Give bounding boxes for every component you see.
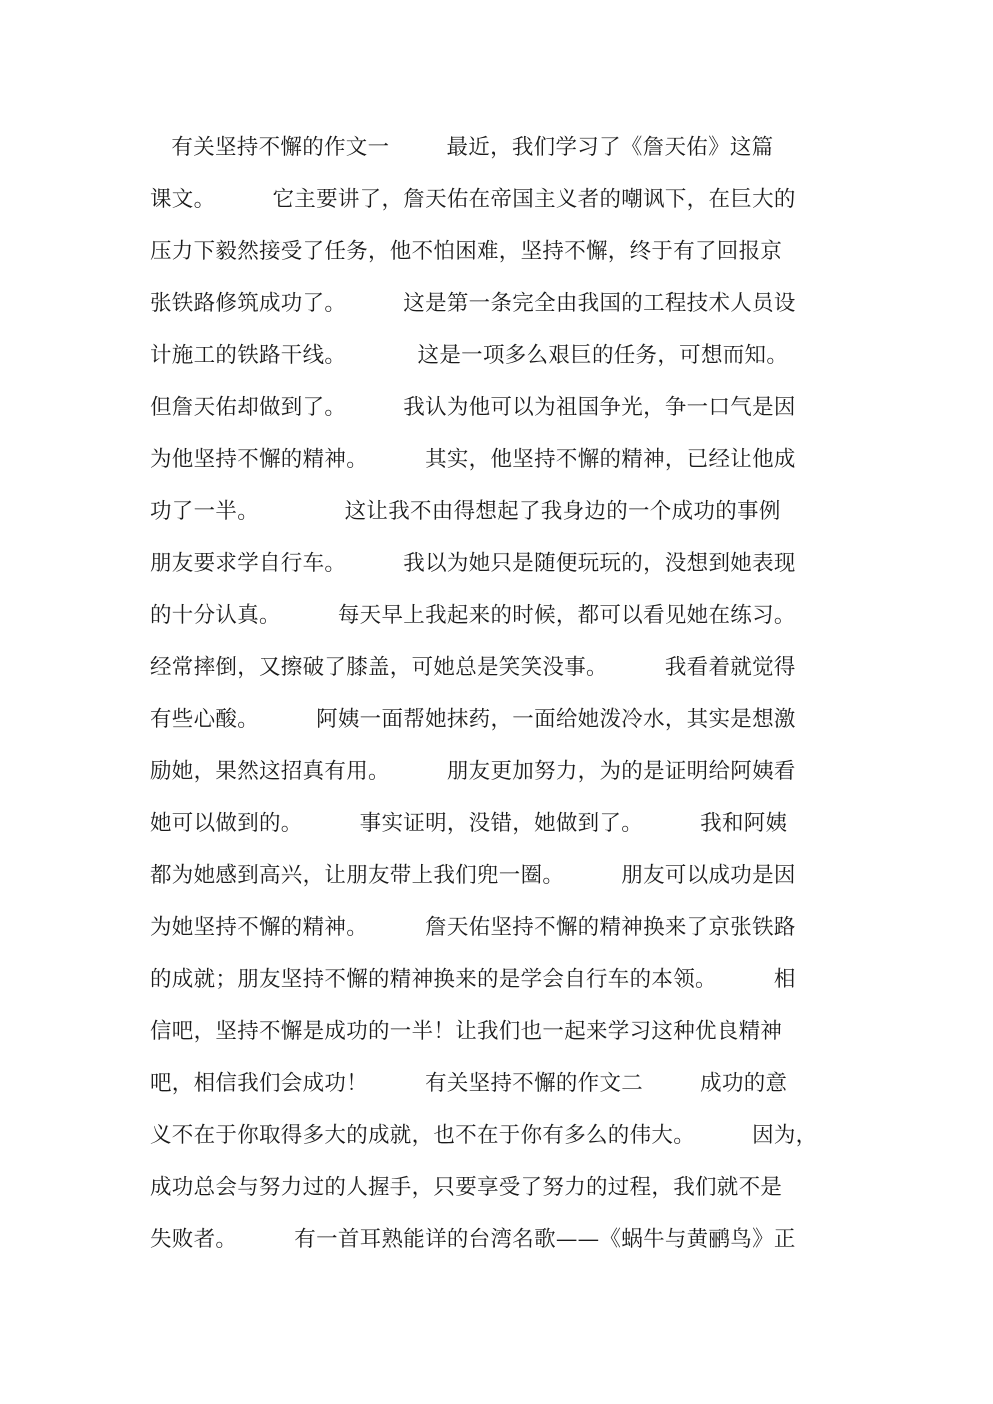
text-line: 计施工的铁路干线。 这是一项多么艰巨的任务，可想而知。 xyxy=(150,343,789,368)
text-line: 成功总会与努力过的人握手，只要享受了努力的过程，我们就不是 xyxy=(150,1175,783,1200)
text-line: 朋友要求学自行车。 我以为她只是随便玩玩的，没想到她表现 xyxy=(150,551,796,576)
text-line: 吧，相信我们会成功！ 有关坚持不懈的作文二 成功的意 xyxy=(150,1071,788,1096)
text-line: 课文。 它主要讲了，詹天佑在帝国主义者的嘲讽下，在巨大的 xyxy=(150,187,796,212)
text-line: 功了一半。 这让我不由得想起了我身边的一个成功的事例 xyxy=(150,499,781,524)
text-line: 压力下毅然接受了任务，他不怕困难，坚持不懈，终于有了回报京 xyxy=(150,239,783,264)
text-line: 励她，果然这招真有用。 朋友更加努力，为的是证明给阿姨看 xyxy=(150,759,796,784)
text-line: 义不在于你取得多大的成就，也不在于你有多么的伟大。 因为， xyxy=(150,1123,818,1148)
text-line: 有些心酸。 阿姨一面帮她抹药，一面给她泼冷水，其实是想激 xyxy=(150,707,796,732)
text-line: 她可以做到的。 事实证明，没错，她做到了。 我和阿姨 xyxy=(150,811,788,836)
text-line: 的十分认真。 每天早上我起来的时候，都可以看见她在练习。 xyxy=(150,603,796,628)
text-line: 信吧，坚持不懈是成功的一半！让我们也一起来学习这种优良精神 xyxy=(150,1019,783,1044)
text-line: 经常摔倒，又擦破了膝盖，可她总是笑笑没事。 我看着就觉得 xyxy=(150,655,796,680)
text-line: 但詹天佑却做到了。 我认为他可以为祖国争光，争一口气是因 xyxy=(150,395,796,420)
text-line: 为她坚持不懈的精神。 詹天佑坚持不懈的精神换来了京张铁路 xyxy=(150,915,796,940)
text-line: 有关坚持不懈的作文一 最近，我们学习了《詹天佑》这篇 xyxy=(150,135,774,160)
text-line: 张铁路修筑成功了。 这是第一条完全由我国的工程技术人员设 xyxy=(150,291,796,316)
text-line: 为他坚持不懈的精神。 其实，他坚持不懈的精神，已经让他成 xyxy=(150,447,796,472)
text-line: 的成就；朋友坚持不懈的精神换来的是学会自行车的本领。 相 xyxy=(150,967,796,992)
text-line: 都为她感到高兴，让朋友带上我们兜一圈。 朋友可以成功是因 xyxy=(150,863,796,888)
text-line: 失败者。 有一首耳熟能详的台湾名歌——《蜗牛与黄鹂鸟》正 xyxy=(150,1227,796,1252)
